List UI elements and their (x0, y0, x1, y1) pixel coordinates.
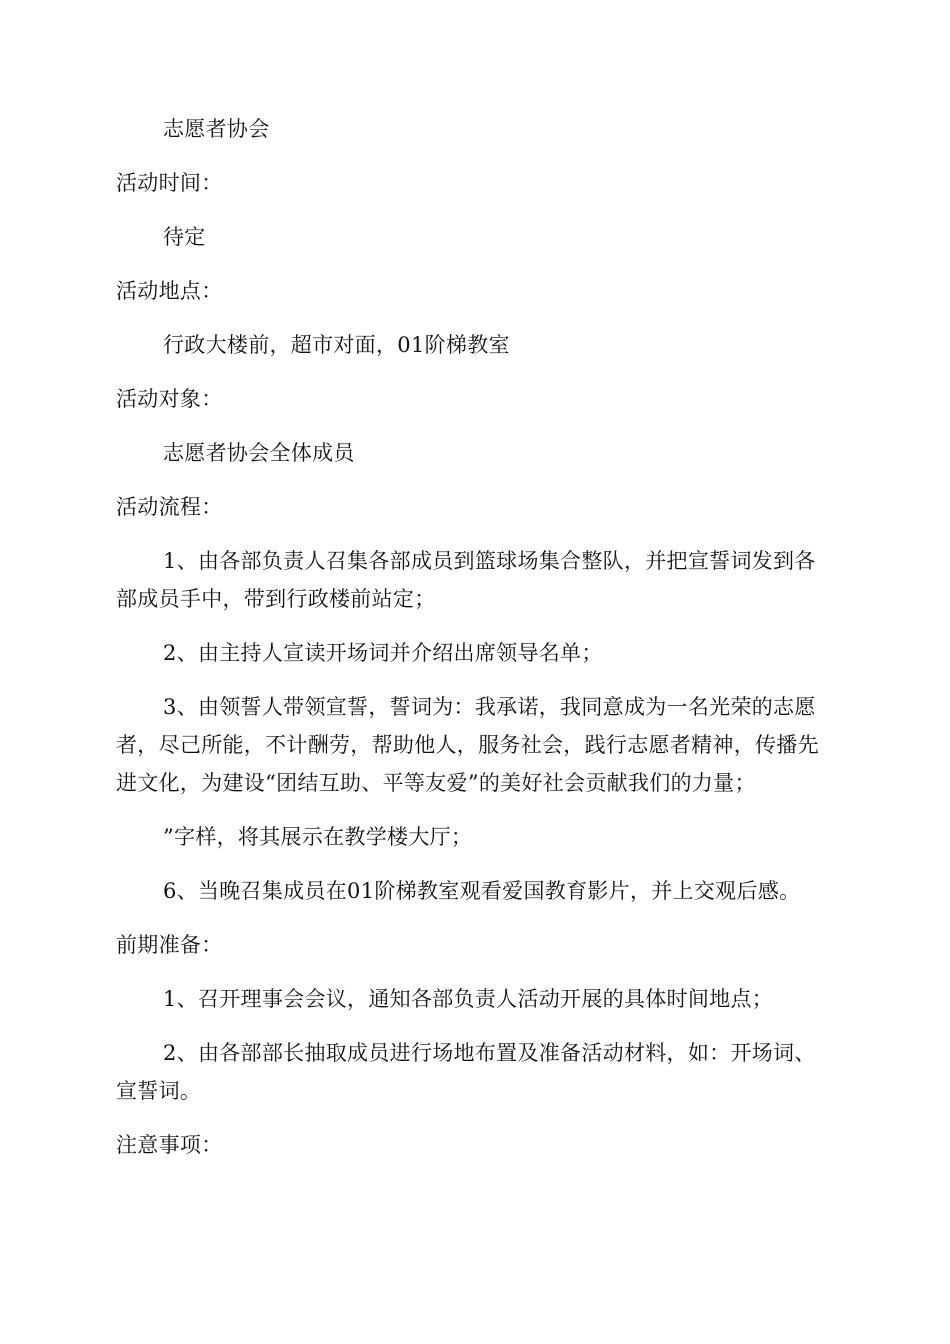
process-step-1: 1、由各部负责人召集各部成员到篮球场集合整队，并把宣誓词发到各部成员手中，带到行政楼前站定； (116, 549, 816, 611)
paragraph-location: 行政大楼前，超市对面，01阶梯教室 (163, 333, 510, 357)
heading-activity-process: 活动流程： (116, 495, 223, 519)
heading-activity-location: 活动地点： (116, 279, 223, 303)
process-step-3: 3、由领誓人带领宣誓，誓词为：我承诺，我同意成为一名光荣的志愿者，尽己所能，不计酬劳，帮助他人，服务社会，践行志愿者精神，传播先进文化，为建设“团结互助、平等友爱”的美好社会贡献我们的力量； (116, 695, 819, 795)
process-step-6: 6、当晚召集成员在01阶梯教室观看爱国教育影片，并上交观后感。 (163, 879, 801, 903)
paragraph-organizer: 志愿者协会 (163, 117, 270, 141)
document-page (116, 110, 834, 1180)
process-step-2: 2、由主持人宣读开场词并介绍出席领导名单； (163, 641, 603, 665)
paragraph-target: 志愿者协会全体成员 (163, 441, 355, 465)
process-fragment: ”字样，将其展示在教学楼大厅； (163, 825, 473, 849)
heading-notes: 注意事项： (116, 1133, 223, 1157)
preparation-step-2: 2、由各部部长抽取成员进行场地布置及准备活动材料，如：开场词、宣誓词。 (116, 1041, 816, 1103)
paragraph-time: 待定 (163, 225, 206, 249)
heading-activity-time: 活动时间： (116, 171, 223, 195)
heading-preparation: 前期准备： (116, 933, 223, 957)
preparation-step-1: 1、召开理事会会议，通知各部负责人活动开展的具体时间地点； (163, 987, 774, 1011)
heading-activity-target: 活动对象： (116, 387, 223, 411)
